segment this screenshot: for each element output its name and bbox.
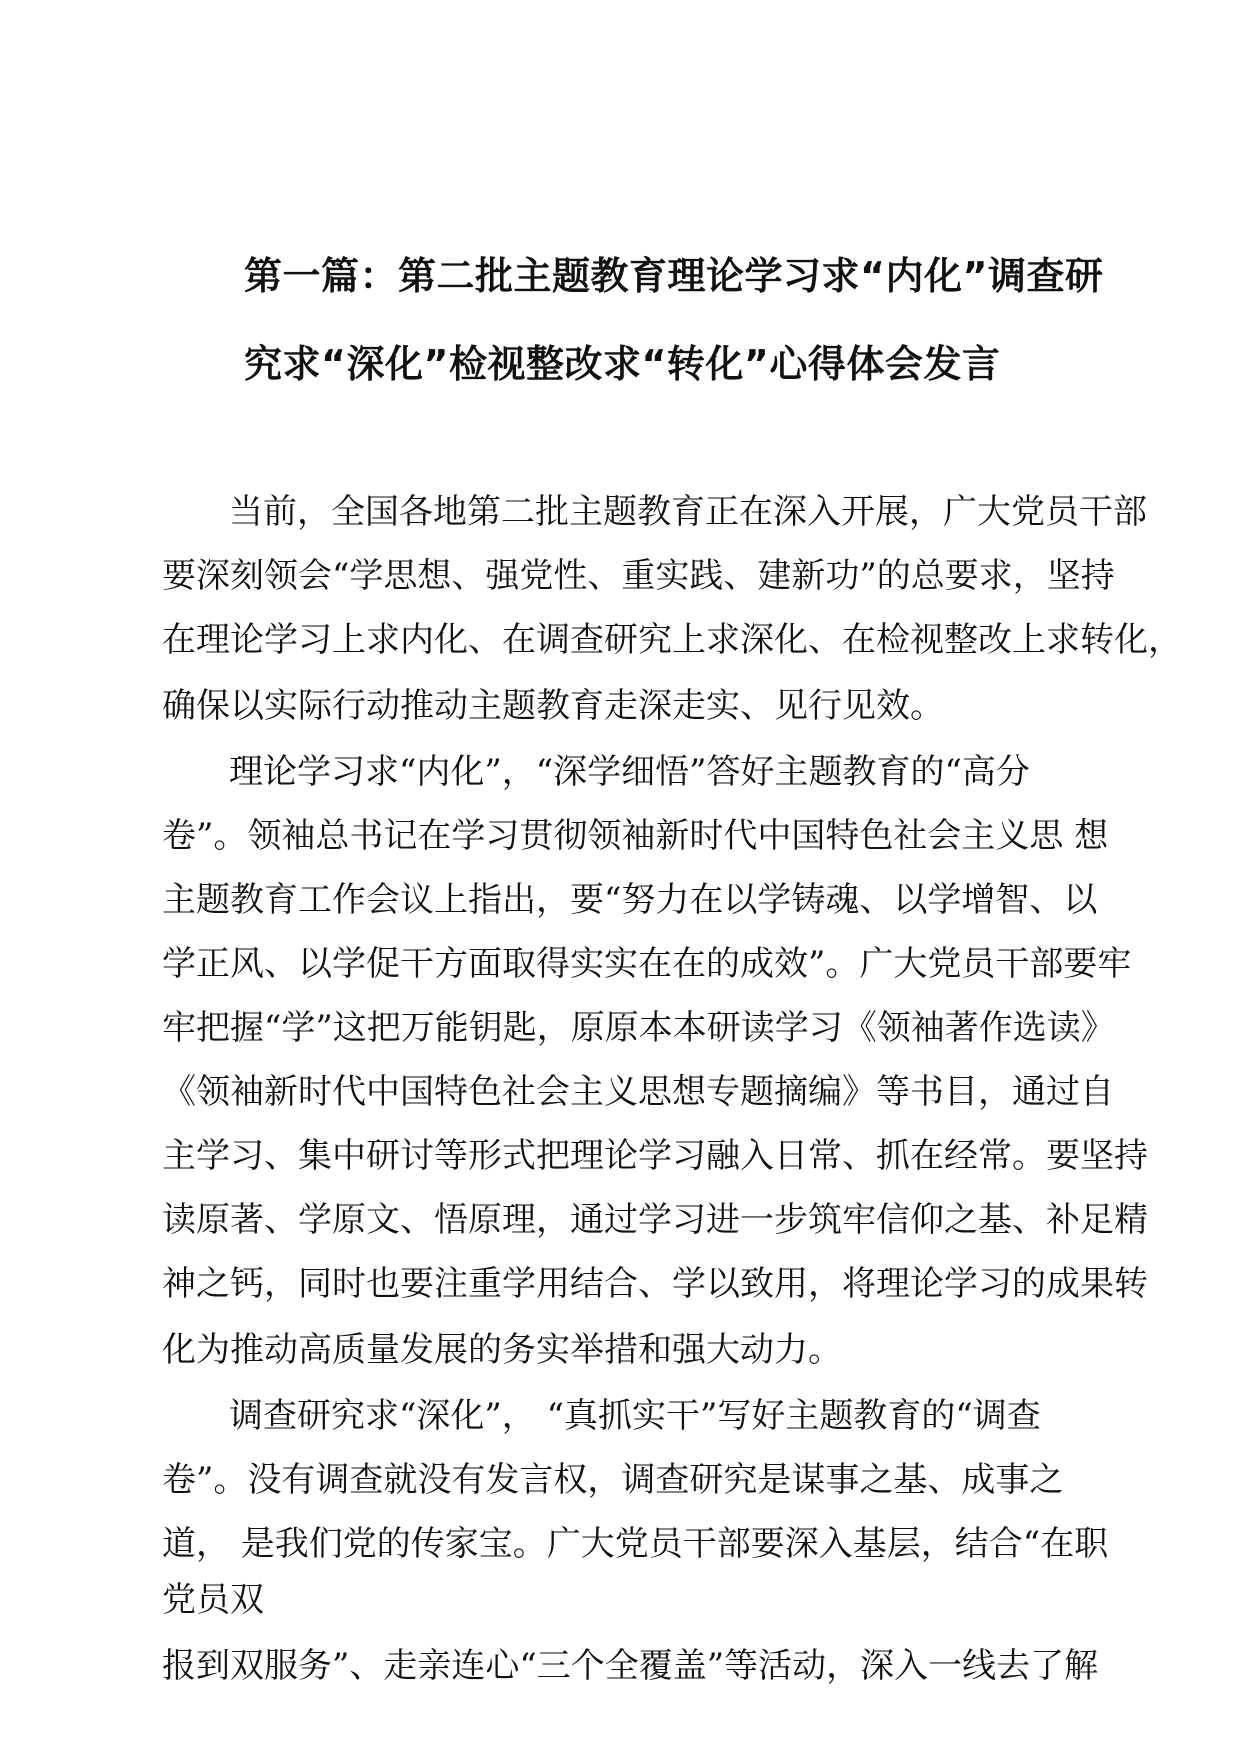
body-line: 学正风、以学促干方面取得实实在在的成效”。广大党员干部要牢 <box>162 944 1132 984</box>
document-title <box>244 232 1124 408</box>
body-line: 卷”。领袖总书记在学习贯彻领袖新时代中国特色社会主义思 想 <box>162 816 1109 856</box>
body-line: 报到双服务”、走亲连心“三个全覆盖”等活动，深入一线去了解 <box>162 1646 1099 1686</box>
body-line: 神之钙，同时也要注重学用结合、学以致用，将理论学习的成果转 <box>162 1264 1148 1304</box>
body-line: 在理论学习上求内化、在调查研究上求深化、在检视整改上求转化， <box>162 620 1182 660</box>
title-line-1: 第一篇：第二批主题教育理论学习求“内化”调查研 <box>244 254 1104 298</box>
body-line: 牢把握“学”这把万能钥匙，原原本本研读学习《领袖著作选读》 <box>162 1008 1115 1048</box>
body-line: 道， 是我们党的传家宝。广大党员干部要深入基层，结合“在职 <box>162 1524 1109 1564</box>
body-line: 化为推动高质量发展的务实举措和强大动力。 <box>162 1330 842 1370</box>
body-line: 确保以实际行动推动主题教育走深走实、见行见效。 <box>162 686 944 726</box>
body-line: 调查研究求“深化”， “真抓实干”写好主题教育的“调查 <box>229 1396 1041 1436</box>
body-line: 《领袖新时代中国特色社会主义思想专题摘编》等书目，通过自 <box>162 1072 1114 1112</box>
body-line: 要深刻领会“学思想、强党性、重实践、建新功”的总要求，坚持 <box>162 556 1115 596</box>
body-line: 当前，全国各地第二批主题教育正在深入开展，广大党员干部 <box>229 492 1147 532</box>
body-line: 主学习、集中研讨等形式把理论学习融入日常、抓在经常。要坚持 <box>162 1136 1148 1176</box>
body-line: 党员双 <box>162 1580 264 1620</box>
body-line: 主题教育工作会议上指出，要“努力在以学铸魂、以学增智、以 <box>162 880 1098 920</box>
body-line: 读原著、学原文、悟原理，通过学习进一步筑牢信仰之基、补足精 <box>162 1200 1148 1240</box>
body-line: 理论学习求“内化”，“深学细悟”答好主题教育的“高分 <box>229 752 1030 792</box>
body-line: 卷”。没有调查就没有发言权，调查研究是谋事之基、成事之 <box>162 1460 1064 1500</box>
title-line-2: 究求“深化”检视整改求“转化”心得体会发言 <box>244 342 1001 386</box>
